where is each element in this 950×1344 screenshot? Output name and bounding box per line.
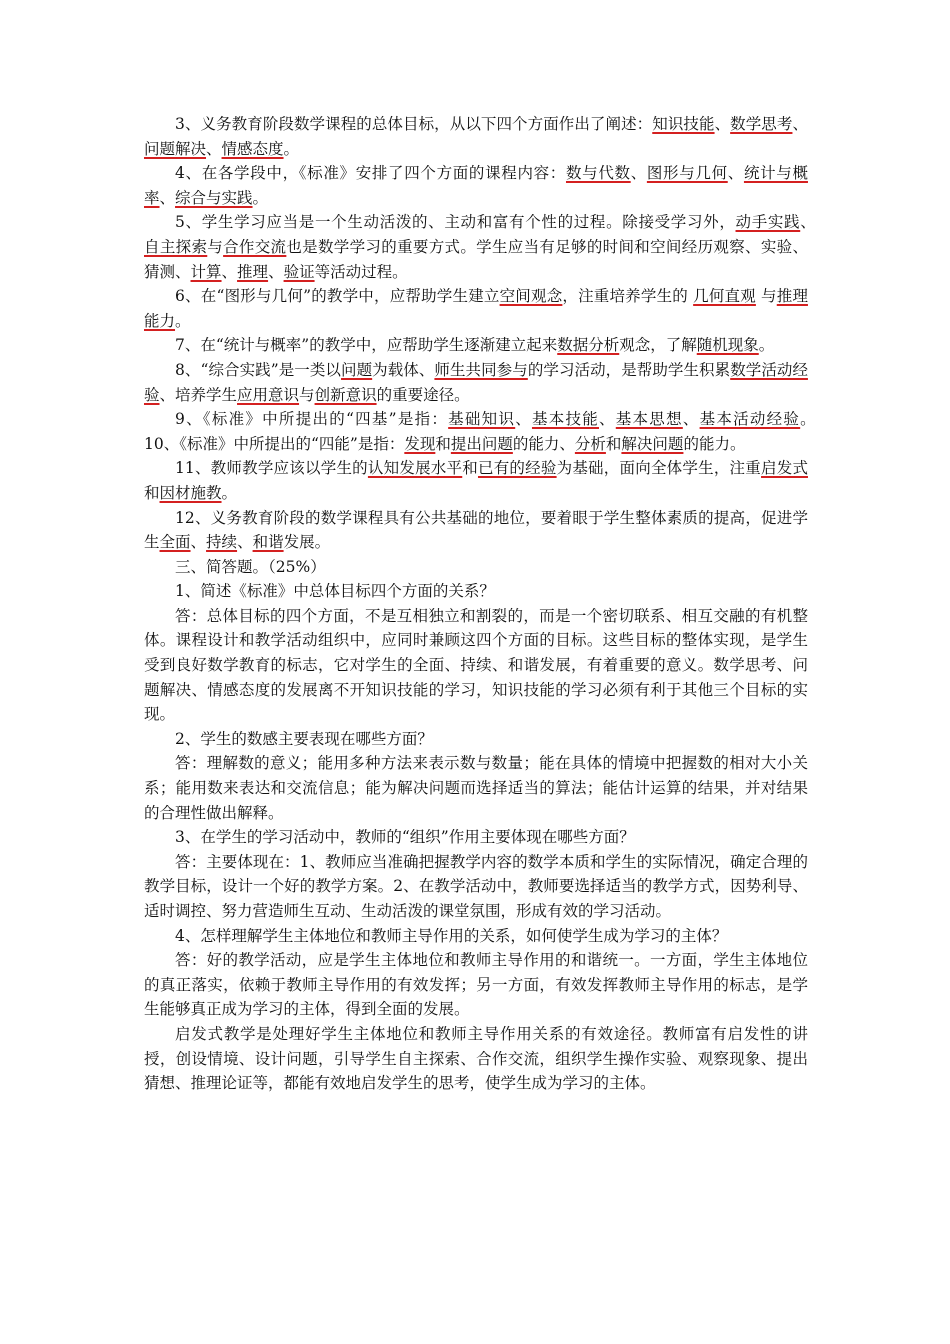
answer-blank: 推理能力 <box>144 287 808 330</box>
answer-blank: 分析 <box>574 434 606 453</box>
closing-paragraph: 启发式教学是处理好学生主体地位和教师主导作用关系的有效途径。教师富有启发性的讲授，创设情境、设计问题，引导学生自主探索、合作交流，组织学生操作实验、观察现象、提出猜想、推理论证等，都能有效地启发学生的思考，使学生成为学习的主体。 <box>144 1024 808 1093</box>
question-text: 与 <box>755 287 777 306</box>
question-text: 和 <box>144 483 160 502</box>
answer-blank: 综合与实践 <box>175 188 253 207</box>
question-text: 6、在“图形与几何”的教学中，应帮助学生建立 <box>175 287 500 306</box>
question-text: 。 <box>221 483 238 502</box>
answer-blank: 发现 <box>404 434 436 453</box>
answer-blank: 和谐 <box>252 533 284 552</box>
fill-in-q12 <box>144 506 808 555</box>
question-text: 、 <box>221 262 238 281</box>
answer-blank: 解决问题 <box>621 434 684 453</box>
question-text: 9、《标准》中所提出的“四基”是指： <box>175 410 449 429</box>
question-text: 的能力、 <box>512 434 575 453</box>
answer-blank: 自主探索 <box>144 237 208 256</box>
answer-blank: 几何直观 <box>693 287 756 306</box>
answer-blank: 问题 <box>341 360 373 379</box>
answer-blank: 随机现象 <box>696 336 759 355</box>
answer-blank: 问题解决 <box>144 139 207 158</box>
answer-blank: 动手实践 <box>735 213 801 232</box>
answer-blank: 持续 <box>206 533 238 552</box>
answer-blank: 基本技能 <box>531 410 600 429</box>
answer-blank: 启发式 <box>761 459 808 478</box>
answer-blank: 数学活动经验 <box>144 360 808 404</box>
question-text: 和 <box>605 434 622 453</box>
question-text: 也是数学学习的重要方式。学生应当有足够的时间和空间经历观察、实验、猜测、 <box>144 237 808 281</box>
answer-blank: 计算 <box>190 262 222 281</box>
answer-blank: 验证 <box>283 262 315 281</box>
answer-blank: 师生共同参与 <box>434 360 528 379</box>
question-text: 。 10、《标准》中所提出的“四能”是指： <box>144 410 860 453</box>
answer-blank: 图形与几何 <box>646 164 728 183</box>
question-text: 、 <box>714 115 731 133</box>
question-text: 8、“综合实践”是一类以 <box>175 360 342 379</box>
question-text: 的重要途径。 <box>376 385 470 404</box>
answer-blank: 基础知识 <box>448 410 516 429</box>
document-page <box>144 112 860 1096</box>
question-text: 为基础，面向全体学生，注重 <box>556 459 762 478</box>
question-text: 、 <box>515 410 532 429</box>
question-text: 3、义务教育阶段数学课程的总体目标，从以下四个方面作出了阐述： <box>175 115 653 133</box>
answer-blank: 基本活动经验 <box>699 410 801 429</box>
answer-blank: 知识技能 <box>652 115 715 133</box>
question-text: 、 <box>599 410 616 429</box>
question-3: 3、在学生的学习活动中，教师的“组织”作用主要体现在哪些方面？ <box>175 828 635 847</box>
fill-in-q9-q10 <box>144 407 860 456</box>
fill-in-q4 <box>144 161 808 210</box>
answer-blank: 全面 <box>159 533 191 552</box>
answer-3: 答：主要体现在：1、教师应当准确把握教学内容的数学本质和学生的实际情况，确定合理的教学目标，设计一个好的教学方案。2、在教学活动中，教师要选择适当的教学方式，因势利导、适时调控、努力营造师生互动、生动活泼的课堂氛围，形成有效的学习活动。 <box>144 852 808 920</box>
fill-in-q11 <box>144 456 808 505</box>
answer-blank: 情感态度 <box>221 139 284 158</box>
question-text: 、 <box>792 115 808 133</box>
question-1: 1、简述《标准》中总体目标四个方面的关系？ <box>175 582 495 601</box>
fill-in-q6 <box>144 284 808 333</box>
question-text: 、 <box>268 262 284 281</box>
question-text: 观念，了解 <box>619 336 697 355</box>
answer-4: 答：好的教学活动，应是学生主体地位和教师主导作用的和谐统一。一方面，学生主体地位的真正落实，依赖于教师主导作用的有效发挥；另一方面，有效发挥教师主导作用的标志，是学生能够真正成为学习的主体，得到全面的发展。 <box>144 951 808 1019</box>
answer-blank: 应用意识 <box>237 385 300 404</box>
fill-in-q8 <box>144 358 808 407</box>
question-text: 12、义务教育阶段的数学课程具有公共基础的地位，要着眼于学生整体素质的提高，促进学生 <box>144 508 808 552</box>
question-text: 。 <box>758 336 775 355</box>
question-text: 、 <box>159 188 176 207</box>
question-text: 7、在“统计与概率”的教学中，应帮助学生逐渐建立起来 <box>175 336 558 355</box>
answer-blank: 认知发展水平 <box>367 459 463 478</box>
answer-2: 答：理解数的意义；能用多种方法来表示数与数量；能在具体的情境中把握数的相对大小关系；能用数来表达和交流信息；能为解决问题而选择适当的算法；能估计运算的结果，并对结果的合理性做出解释。 <box>144 754 808 822</box>
question-text: 、 <box>727 164 744 183</box>
question-text: 。 <box>252 188 269 207</box>
question-text: 的学习活动，是帮助学生积累 <box>527 360 731 379</box>
question-text: 5、学生学习应当是一个生动活泼的、主动和富有个性的过程。除接受学习外， <box>175 213 736 232</box>
answer-blank: 基本思想 <box>615 410 683 429</box>
question-text: 为载体、 <box>372 360 435 379</box>
question-text: 与 <box>207 237 224 256</box>
answer-blank: 数学思考 <box>730 115 793 133</box>
question-text: 4、在各学段中，《标准》安排了四个方面的课程内容： <box>175 164 566 183</box>
answer-blank: 合作交流 <box>223 237 287 256</box>
answer-blank: 数与代数 <box>565 164 631 183</box>
question-text: 和 <box>462 459 478 478</box>
question-text: 发展。 <box>283 533 331 552</box>
question-4: 4、怎样理解学生主体地位和教师主导作用的关系，如何使学生成为学习的主体？ <box>175 926 728 945</box>
question-text: 11、教师教学应该以学生的 <box>175 459 368 478</box>
answer-blank: 已有的经验 <box>477 459 557 478</box>
question-text: 、 <box>630 164 647 183</box>
answer-1: 答：总体目标的四个方面，不是互相独立和割裂的，而是一个密切联系、相互交融的有机整体。课程设计和教学活动组织中，应同时兼顾这四个方面的目标。这些目标的整体实现，是学生受到良好数学教育的标志，它对学生的全面、持续、和谐发展，有着重要的意义。数学思考、问题解决、情感态度的发展离不开知识技能的学习，知识技能的学习必须有利于其他三个目标的实现。 <box>144 606 808 724</box>
fill-in-q3 <box>144 112 808 161</box>
answer-blank: 统计与概率 <box>144 164 808 207</box>
answer-blank: 提出问题 <box>450 434 513 453</box>
question-text: 、 <box>206 139 222 158</box>
question-text: 的能力。 <box>683 434 746 453</box>
question-2: 2、学生的数感主要表现在哪些方面？ <box>175 729 433 748</box>
question-text: 。 <box>175 311 191 330</box>
question-text: 、 <box>800 213 824 232</box>
answer-blank: 空间观念 <box>499 287 563 306</box>
fill-in-q7 <box>144 333 808 358</box>
answer-blank: 因材施教 <box>159 483 222 502</box>
question-text: 。 <box>283 139 300 158</box>
question-text: 、培养学生 <box>159 385 238 404</box>
answer-blank: 数据分析 <box>557 336 620 355</box>
section-title: 三、简答题。（25%） <box>175 557 326 576</box>
question-text: 和 <box>435 434 451 453</box>
question-text: 等活动过程。 <box>314 262 408 281</box>
question-text: 、 <box>237 533 253 552</box>
question-text: 、 <box>190 533 207 552</box>
question-text: 、 <box>682 410 700 429</box>
question-text: 与 <box>299 385 315 404</box>
answer-blank: 推理 <box>237 262 269 281</box>
fill-in-q5 <box>144 210 824 284</box>
answer-blank: 创新意识 <box>314 385 377 404</box>
question-text: ，注重培养学生的 <box>562 287 694 306</box>
